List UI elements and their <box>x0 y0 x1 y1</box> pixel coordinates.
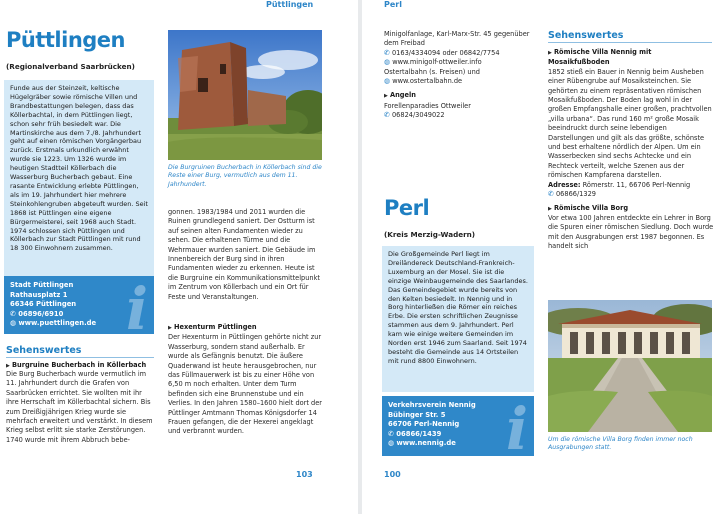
info-badge-icon: i <box>505 396 528 456</box>
address-web[interactable]: www.ostertalbahn.de <box>392 77 463 86</box>
phone-icon: ✆ <box>384 48 390 57</box>
address-block <box>384 30 534 121</box>
bullet-icon: ▶ <box>548 205 552 212</box>
contact-box <box>382 396 534 456</box>
angeln-phone: 06824/3049022 <box>391 111 445 120</box>
contact-web[interactable]: www.nennig.de <box>396 439 456 448</box>
globe-icon: ◍ <box>388 439 395 448</box>
address-line: Minigolfanlage, Karl-Marx-Str. 45 gegenüber dem Freibad <box>384 30 530 48</box>
left-page <box>0 0 358 514</box>
contact-city: 66706 Perl-Nennig <box>388 420 460 429</box>
phone-icon: ✆ <box>384 111 390 120</box>
page-subtitle: (Regionalverband Saarbrücken) <box>6 62 135 71</box>
contact-box <box>4 276 154 334</box>
globe-icon: ◍ <box>10 319 17 328</box>
item-text: Die Burg Bucherbach wurde vermutlich im 11. Jahrhundert durch die Grafen von Saarbrücken errichtet. Sie wollten mit ihr ihre Herrschaft im Köllerbachtal sichern. Bis zum Dreißigjährigen Krieg wurde sie mehrfach erweitert und verstärkt. In diesem Krieg selbst erlitt sie starke Zerstörungen. 1740 wurde mit ihrem Abbruch bebe- <box>6 370 153 444</box>
contact-name: Verkehrsverein Nennig <box>388 401 476 409</box>
photo-caption: Die Burgruinen Bucherbach in Köllerbach sind die Reste einer Burg, vermutlich aus dem 11. Jahrhundert. <box>168 164 322 188</box>
item-title: Hexenturm Püttlingen <box>173 323 257 331</box>
address-phone: 0163/4334094 oder 06842/7754 <box>391 48 500 57</box>
item-title: Römische Villa Borg <box>553 203 629 212</box>
item-title: Burgruine Bucherbach in Köllerbach <box>11 361 147 369</box>
phone-icon: ✆ <box>548 190 554 199</box>
page-number: 100 <box>384 470 401 479</box>
photo-caption: Um die römische Villa Borg finden immer noch Ausgrabungen statt. <box>548 436 693 452</box>
address-label: Adresse: <box>548 180 581 189</box>
bullet-icon: ▶ <box>548 50 552 56</box>
phone-icon: ✆ <box>10 309 16 318</box>
intro-text: Die Großgemeinde Perl liegt im Dreiländereck Deutschland-Frankreich-Luxemburg an der Mosel. Sie ist die einzige Weinbaugemeinde des Saarlandes. Das Gemeindegebiet wurde bereits von den Kelten besiedelt. In Nennig und in Borg hinterließen die Römer ein reiches Erbe. Die ersten schriftlichen Zeugnisse stammen aus dem 9. Jahrhundert. Perl kam wie einige weitere Gemeinden im Norden erst 1946 zum Saarland. Seit 1974 besteht die Gemeinde aus 14 Ortsteilen mit rund 8800 Einwohnern. <box>388 250 528 365</box>
item-title: Römische Villa Nennig mit Mosaikfußboden <box>548 48 652 67</box>
contact-phone: 06866/1439 <box>396 429 442 438</box>
bullet-icon: ▶ <box>6 363 10 369</box>
contact-name: Stadt Püttlingen <box>10 281 74 289</box>
running-head: Püttlingen <box>266 0 314 9</box>
intro-box <box>4 80 154 276</box>
item-text-col1 <box>6 370 156 462</box>
contact-street: Bübinger Str. 5 <box>388 410 446 419</box>
section-heading: Sehenswertes <box>548 30 712 43</box>
item-address: Römerstr. 11, 66706 Perl-Nennig <box>582 180 691 189</box>
item-hexenturm <box>168 323 322 437</box>
globe-icon: ◍ <box>384 77 391 86</box>
villa-photo <box>548 300 712 432</box>
bullet-icon: ▶ <box>168 325 172 331</box>
right-page <box>362 0 720 514</box>
item-text: 1852 stieß ein Bauer in Nennig beim Ausheben einer Rübengrube auf Mosaiksteinchen. Sie gehörten zu einem repräsentativen römischen Mosaikfußboden. Der Boden lag wohl in der großen Empfangshalle einer großen, prachtvollen „villa urbana“. Das rund 160 m² große Mosaik beeindruckt durch seine lebendigen Darstellungen und gilt als das größte, schönste und best erhaltene nördlich der Alpen. Um ein Wasserbecken sind sechs Achtecke und ein Rechteck verteilt, welche Szenen aus der römischen Kampfarena darstellen. <box>548 67 712 180</box>
address-web[interactable]: www.minigolf-ottweiler.info <box>392 58 482 67</box>
page-number: 103 <box>296 470 313 479</box>
angeln-title: Angeln <box>389 91 416 100</box>
page-title: Püttlingen <box>6 28 125 52</box>
section-heading: Sehenswertes <box>6 345 154 358</box>
bullet-icon: ▶ <box>384 93 388 100</box>
page-subtitle: (Kreis Merzig-Wadern) <box>384 230 476 239</box>
globe-icon: ◍ <box>384 58 391 67</box>
address-line: Ostertalbahn (s. Freisen) und <box>384 67 480 76</box>
item-villa-nennig <box>548 48 714 252</box>
item-text-col2 <box>168 208 322 313</box>
phone-icon: ✆ <box>388 429 394 438</box>
contact-phone: 06896/6910 <box>18 309 64 318</box>
contact-city: 66346 Püttlingen <box>10 300 77 309</box>
item-phone: 06866/1329 <box>555 190 596 199</box>
castle-photo <box>168 30 322 160</box>
running-head: Perl <box>384 0 402 9</box>
page-title: Perl <box>384 196 430 220</box>
contact-web[interactable]: www.puettlingen.de <box>18 319 97 328</box>
contact-street: Rathausplatz 1 <box>10 290 68 299</box>
angeln-text: Forellenparadies Ottweiler <box>384 101 471 110</box>
item-text-continued: gonnen. 1983/1984 und 2011 wurden die Ruinen grundlegend saniert. Der Ostturm ist auf seinen alten Fundamenten wieder zu sehen. Die erhaltenen Türme und die Wehrmauer wurden saniert. Die Gebäude im Innenbereich der Burg sind in ihren Fundamenten wieder zu erkennen. Heute ist die Burgruine ein Kommunikationsmittelpunkt im Zentrum von Köllerbach und ein Ort für Feste und Veranstaltungen. <box>168 208 321 301</box>
item-text: Vor etwa 100 Jahren entdeckte ein Lehrer in Borg die Spuren einer römischen Siedlung. Doch wurde mit den Ausgrabungen erst 1987 begonnen. Es handelt sich <box>548 213 714 251</box>
info-badge-icon: i <box>125 276 148 334</box>
intro-text: Funde aus der Steinzeit, keltische Hügelgräber sowie römische Villen und Brandbestattungen belegen, dass das Köllerbachtal, in dem Püttlingen liegt, schon sehr früh besiedelt war. Die Martinskirche aus dem 7./8. Jahrhundert geht auf einen römischen Vorgängerbau zurück. Erstmals urkundlich erwähnt wurde sie 1223. Um 1326 wurde im heutigen Stadtteil Köllerbach die Wasserburg Bucherbach gebaut. Eine rasante Entwicklung erlebte Püttlingen, als im 19. Jahrhundert hier mehrere Steinkohlengruben abgeteuft wurden. Seit 1868 ist Püttlingen eine eigene Bürgermeisterei, seit 1968 auch Stadt. 1974 schlossen sich Püttlingen und Köllerbach zur Stadt Püttlingen mit rund 18 300 Einwohnern zusammen. <box>10 84 148 253</box>
item-text: Der Hexenturm in Püttlingen gehörte nicht zur Wasserburg, sondern stand außerhalb. Er wurde als Gefängnis benutzt. Die äußere Quaderwand ist heute herausgebrochen, nur das Füllmauerwerk ist bis zu einer Höhe von 6,50 m noch erhalten. Unter dem Turm befinden sich eine Brunnenstube und ein Verlies. In den Jahren 1580–1600 hielt dort der Püttlinger Amtmann Thomas Königsdorfer 14 Frauen gefangen, die der Hexerei angeklagt und verbrannt wurden. <box>168 333 323 436</box>
intro-box <box>382 246 534 392</box>
